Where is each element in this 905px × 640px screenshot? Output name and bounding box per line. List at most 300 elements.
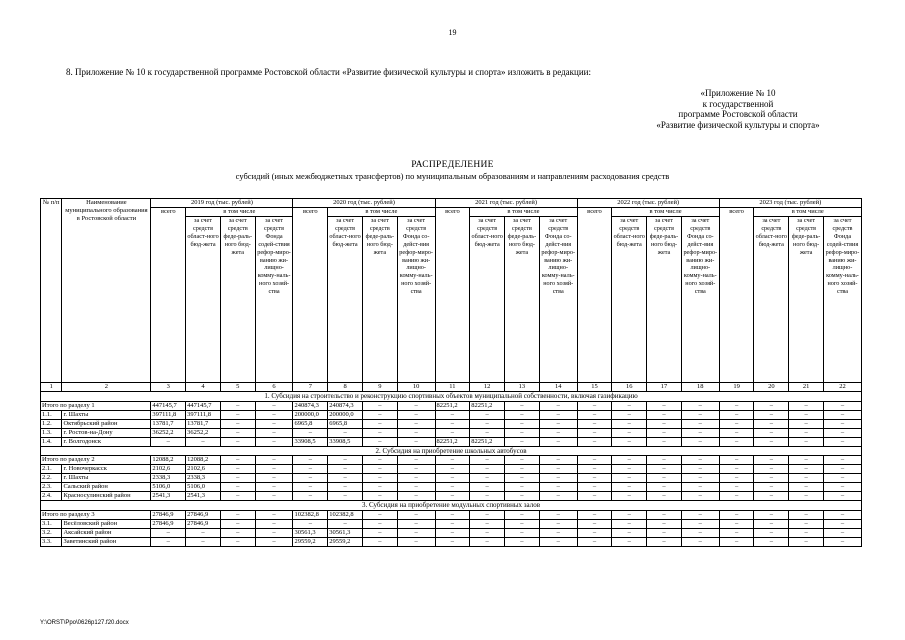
value-cell: – bbox=[789, 401, 824, 410]
table-row bbox=[41, 474, 862, 483]
value-cell: – bbox=[470, 474, 505, 483]
value-cell: – bbox=[577, 465, 612, 474]
row-name: г. Ростов-на-Дону bbox=[62, 428, 151, 437]
header-fund: за счет средств Фонда содей-ствия рефор-миро-ванию жи-лищно-комму-наль-ного хозяй-ства bbox=[823, 217, 861, 383]
value-cell: – bbox=[577, 437, 612, 446]
value-cell: – bbox=[577, 483, 612, 492]
value-cell: – bbox=[293, 483, 328, 492]
row-number: 2.4. bbox=[41, 492, 62, 501]
header-incl: в том числе bbox=[328, 208, 435, 217]
row-name: Итого по разделу 1 bbox=[41, 401, 151, 410]
section-title: 1. Субсидия на строительство и реконструкцию спортивных объектов муниципальной собственности, включая газификацию bbox=[41, 392, 862, 402]
value-cell: – bbox=[647, 437, 682, 446]
column-number: 6 bbox=[255, 383, 293, 392]
value-cell: 5106,0 bbox=[151, 483, 186, 492]
column-number: 21 bbox=[789, 383, 824, 392]
value-cell: – bbox=[754, 528, 789, 537]
value-cell: – bbox=[647, 419, 682, 428]
value-cell: 6965,8 bbox=[293, 419, 328, 428]
value-cell: – bbox=[754, 537, 789, 546]
value-cell: – bbox=[789, 465, 824, 474]
value-cell: – bbox=[397, 510, 435, 519]
value-cell: 27846,9 bbox=[151, 510, 186, 519]
value-cell: – bbox=[789, 437, 824, 446]
value-cell: – bbox=[220, 401, 255, 410]
value-cell: 27846,9 bbox=[186, 519, 221, 528]
value-cell: – bbox=[647, 456, 682, 465]
value-cell: 82251,2 bbox=[470, 437, 505, 446]
value-cell: – bbox=[505, 401, 540, 410]
document-title: РАСПРЕДЕЛЕНИЕ bbox=[411, 160, 494, 170]
value-cell: – bbox=[328, 492, 363, 501]
document-subtitle: субсидий (иных межбюджетных трансфертов) по муниципальным образованиям и направлениям расходования средств bbox=[235, 171, 670, 181]
column-number: 14 bbox=[539, 383, 577, 392]
value-cell: 82251,2 bbox=[435, 401, 470, 410]
column-number: 22 bbox=[823, 383, 861, 392]
value-cell: – bbox=[647, 528, 682, 537]
value-cell: – bbox=[151, 437, 186, 446]
value-cell: – bbox=[220, 456, 255, 465]
file-path-footer: Y:\ORST\Ppo\0626p127.f20.docx bbox=[40, 620, 129, 626]
header-regional: за счет средств област-ного бюд-жета bbox=[612, 217, 647, 383]
value-cell: – bbox=[255, 510, 293, 519]
value-cell: – bbox=[681, 492, 719, 501]
header-year-2021: 2021 год (тыс. рублей) bbox=[435, 199, 577, 208]
column-number: 18 bbox=[681, 383, 719, 392]
appendix-heading bbox=[638, 88, 838, 130]
value-cell: – bbox=[577, 519, 612, 528]
row-number: 1.1. bbox=[41, 410, 62, 419]
value-cell: – bbox=[293, 428, 328, 437]
header-federal: за счет средств феде-раль-ного бюд-жета bbox=[362, 217, 397, 383]
value-cell: 30561,3 bbox=[328, 528, 363, 537]
value-cell: 447145,7 bbox=[186, 401, 221, 410]
value-cell: – bbox=[255, 428, 293, 437]
column-number: 2 bbox=[62, 383, 151, 392]
value-cell: – bbox=[823, 456, 861, 465]
value-cell: 2541,3 bbox=[151, 492, 186, 501]
value-cell: – bbox=[505, 428, 540, 437]
value-cell: – bbox=[823, 401, 861, 410]
table-row bbox=[41, 428, 862, 437]
value-cell: – bbox=[754, 456, 789, 465]
value-cell: – bbox=[435, 419, 470, 428]
value-cell: – bbox=[470, 428, 505, 437]
column-number: 13 bbox=[505, 383, 540, 392]
value-cell: – bbox=[789, 419, 824, 428]
intro-paragraph: 8. Приложение № 10 к государственной программе Ростовской области «Развитие физической культуры и спорта» изложить в редакции: bbox=[66, 67, 591, 77]
value-cell: 30561,3 bbox=[293, 528, 328, 537]
header-federal: за счет средств феде-раль-ного бюд-жета bbox=[647, 217, 682, 383]
section-title: 2. Субсидия на приобретение школьных автобусов bbox=[41, 446, 862, 456]
value-cell: – bbox=[647, 537, 682, 546]
value-cell: – bbox=[362, 474, 397, 483]
value-cell: – bbox=[505, 437, 540, 446]
value-cell: – bbox=[823, 537, 861, 546]
value-cell: 447145,7 bbox=[151, 401, 186, 410]
value-cell: – bbox=[789, 528, 824, 537]
row-name: Сальский район bbox=[62, 483, 151, 492]
header-federal: за счет средств феде-раль-ного бюд-жета bbox=[505, 217, 540, 383]
value-cell: – bbox=[255, 419, 293, 428]
value-cell: – bbox=[681, 419, 719, 428]
value-cell: – bbox=[577, 419, 612, 428]
value-cell: – bbox=[754, 401, 789, 410]
value-cell: – bbox=[647, 492, 682, 501]
value-cell: – bbox=[505, 465, 540, 474]
value-cell: 33908,5 bbox=[293, 437, 328, 446]
distribution-table bbox=[40, 198, 862, 547]
value-cell: – bbox=[362, 401, 397, 410]
value-cell: – bbox=[612, 401, 647, 410]
value-cell: – bbox=[681, 465, 719, 474]
header-total: всего bbox=[435, 208, 470, 383]
value-cell: – bbox=[435, 492, 470, 501]
value-cell: – bbox=[719, 437, 754, 446]
value-cell: – bbox=[612, 437, 647, 446]
value-cell: – bbox=[435, 474, 470, 483]
value-cell: – bbox=[577, 428, 612, 437]
value-cell: – bbox=[754, 419, 789, 428]
column-number: 20 bbox=[754, 383, 789, 392]
value-cell: – bbox=[754, 510, 789, 519]
value-cell: – bbox=[612, 419, 647, 428]
value-cell: – bbox=[681, 483, 719, 492]
value-cell: 2338,3 bbox=[151, 474, 186, 483]
header-total: всего bbox=[719, 208, 754, 383]
header-row-years bbox=[41, 199, 862, 208]
column-number: 11 bbox=[435, 383, 470, 392]
value-cell: – bbox=[539, 510, 577, 519]
value-cell: – bbox=[719, 401, 754, 410]
value-cell: – bbox=[681, 401, 719, 410]
value-cell: – bbox=[328, 456, 363, 465]
appendix-line: к государственной bbox=[702, 98, 774, 109]
value-cell: – bbox=[789, 428, 824, 437]
value-cell: – bbox=[754, 492, 789, 501]
value-cell: – bbox=[647, 474, 682, 483]
value-cell: 2541,3 bbox=[186, 492, 221, 501]
value-cell: – bbox=[719, 483, 754, 492]
value-cell: – bbox=[397, 401, 435, 410]
header-regional: за счет средств област-ного бюд-жета bbox=[754, 217, 789, 383]
column-number: 7 bbox=[293, 383, 328, 392]
value-cell: 12088,2 bbox=[151, 456, 186, 465]
value-cell: – bbox=[505, 537, 540, 546]
header-fund: за счет средств Фонда со-дейст-вия рефор-миро-ванию жи-лищно-комму-наль-ного хозяй-ства bbox=[539, 217, 577, 383]
value-cell: – bbox=[612, 510, 647, 519]
row-name: Заветинский район bbox=[62, 537, 151, 546]
header-year-2020: 2020 год (тыс. рублей) bbox=[293, 199, 435, 208]
appendix-line: «Развитие физической культуры и спорта» bbox=[656, 119, 820, 130]
value-cell: – bbox=[328, 428, 363, 437]
value-cell: – bbox=[435, 528, 470, 537]
value-cell: – bbox=[719, 474, 754, 483]
table-row bbox=[41, 510, 862, 519]
value-cell: – bbox=[539, 456, 577, 465]
value-cell: – bbox=[397, 465, 435, 474]
value-cell: 13781,7 bbox=[186, 419, 221, 428]
column-number: 12 bbox=[470, 383, 505, 392]
value-cell: – bbox=[328, 519, 363, 528]
section-row bbox=[41, 392, 862, 402]
column-number-row bbox=[41, 383, 862, 392]
value-cell: – bbox=[789, 510, 824, 519]
value-cell: – bbox=[823, 410, 861, 419]
row-number: 2.3. bbox=[41, 483, 62, 492]
header-incl: в том числе bbox=[754, 208, 862, 217]
value-cell: – bbox=[681, 437, 719, 446]
column-number: 3 bbox=[151, 383, 186, 392]
value-cell: – bbox=[681, 537, 719, 546]
header-year-2022: 2022 год (тыс. рублей) bbox=[577, 199, 719, 208]
value-cell: – bbox=[470, 483, 505, 492]
value-cell: – bbox=[789, 474, 824, 483]
value-cell: – bbox=[470, 537, 505, 546]
value-cell: – bbox=[823, 437, 861, 446]
header-fund: за счет средств Фонда содей-ствия рефор-миро-ванию жи-лищно-комму-наль-ного хозяй-ства bbox=[255, 217, 293, 383]
value-cell: 200000,0 bbox=[293, 410, 328, 419]
value-cell: 102382,8 bbox=[328, 510, 363, 519]
table-row bbox=[41, 465, 862, 474]
header-year-2023: 2023 год (тыс. рублей) bbox=[719, 199, 861, 208]
column-number: 10 bbox=[397, 383, 435, 392]
value-cell: – bbox=[255, 437, 293, 446]
header-fund: за счет средств Фонда со-дейст-вия рефор-миро-ванию жи-лищно-комму-наль-ного хозяй-ства bbox=[397, 217, 435, 383]
value-cell: – bbox=[612, 492, 647, 501]
value-cell: 27846,9 bbox=[186, 510, 221, 519]
value-cell: – bbox=[328, 483, 363, 492]
value-cell: – bbox=[681, 474, 719, 483]
value-cell: – bbox=[719, 528, 754, 537]
row-name: г. Шахты bbox=[62, 474, 151, 483]
value-cell: – bbox=[539, 419, 577, 428]
value-cell: – bbox=[328, 474, 363, 483]
value-cell: – bbox=[186, 528, 221, 537]
appendix-line: «Приложение № 10 bbox=[700, 88, 776, 98]
value-cell: – bbox=[539, 465, 577, 474]
value-cell: – bbox=[255, 410, 293, 419]
value-cell: – bbox=[539, 528, 577, 537]
value-cell: – bbox=[220, 492, 255, 501]
row-name: Красносулинский район bbox=[62, 492, 151, 501]
value-cell: 29559,2 bbox=[293, 537, 328, 546]
value-cell: – bbox=[505, 492, 540, 501]
value-cell: – bbox=[539, 537, 577, 546]
section-title: 3. Субсидия на приобретение модульных спортивных залов bbox=[41, 501, 862, 511]
value-cell: – bbox=[362, 428, 397, 437]
value-cell: – bbox=[681, 410, 719, 419]
value-cell: – bbox=[612, 474, 647, 483]
column-number: 17 bbox=[647, 383, 682, 392]
value-cell: – bbox=[470, 410, 505, 419]
column-number: 15 bbox=[577, 383, 612, 392]
value-cell: – bbox=[470, 492, 505, 501]
value-cell: 13781,7 bbox=[151, 419, 186, 428]
value-cell: 102382,8 bbox=[293, 510, 328, 519]
value-cell: – bbox=[505, 410, 540, 419]
value-cell: – bbox=[823, 465, 861, 474]
table-row bbox=[41, 437, 862, 446]
value-cell: – bbox=[577, 410, 612, 419]
value-cell: – bbox=[470, 456, 505, 465]
value-cell: – bbox=[151, 537, 186, 546]
value-cell: – bbox=[505, 519, 540, 528]
value-cell: – bbox=[255, 474, 293, 483]
value-cell: 240874,3 bbox=[328, 401, 363, 410]
table-row bbox=[41, 537, 862, 546]
value-cell: – bbox=[470, 510, 505, 519]
value-cell: – bbox=[823, 510, 861, 519]
value-cell: – bbox=[754, 428, 789, 437]
value-cell: – bbox=[789, 483, 824, 492]
value-cell: – bbox=[220, 465, 255, 474]
value-cell: – bbox=[362, 519, 397, 528]
header-row-incl bbox=[41, 208, 862, 217]
value-cell: – bbox=[186, 537, 221, 546]
value-cell: – bbox=[612, 465, 647, 474]
value-cell: – bbox=[754, 437, 789, 446]
row-number: 2.2. bbox=[41, 474, 62, 483]
value-cell: – bbox=[577, 537, 612, 546]
value-cell: – bbox=[754, 519, 789, 528]
value-cell: – bbox=[505, 483, 540, 492]
header-name: Наименование муниципального образования в Ростовской области bbox=[62, 199, 151, 383]
value-cell: – bbox=[719, 428, 754, 437]
value-cell: 2102,6 bbox=[186, 465, 221, 474]
value-cell: – bbox=[539, 410, 577, 419]
value-cell: – bbox=[220, 437, 255, 446]
value-cell: – bbox=[255, 456, 293, 465]
value-cell: – bbox=[539, 519, 577, 528]
value-cell: 240874,3 bbox=[293, 401, 328, 410]
value-cell: – bbox=[577, 528, 612, 537]
value-cell: – bbox=[539, 483, 577, 492]
value-cell: – bbox=[681, 428, 719, 437]
value-cell: – bbox=[823, 428, 861, 437]
table-row bbox=[41, 401, 862, 410]
value-cell: – bbox=[397, 474, 435, 483]
value-cell: – bbox=[397, 537, 435, 546]
value-cell: – bbox=[577, 456, 612, 465]
value-cell: – bbox=[151, 528, 186, 537]
value-cell: – bbox=[539, 437, 577, 446]
row-name: г. Новочеркасск bbox=[62, 465, 151, 474]
value-cell: – bbox=[397, 410, 435, 419]
column-number: 5 bbox=[220, 383, 255, 392]
column-number: 19 bbox=[719, 383, 754, 392]
header-regional: за счет средств област-ного бюд-жета bbox=[328, 217, 363, 383]
header-fund: за счет средств Фонда со-дейст-вия рефор-миро-ванию жи-лищно-комму-наль-ного хозяй-ства bbox=[681, 217, 719, 383]
value-cell: – bbox=[612, 410, 647, 419]
value-cell: – bbox=[255, 519, 293, 528]
header-total: всего bbox=[293, 208, 328, 383]
value-cell: – bbox=[470, 419, 505, 428]
value-cell: – bbox=[220, 528, 255, 537]
value-cell: – bbox=[612, 537, 647, 546]
value-cell: 27846,9 bbox=[151, 519, 186, 528]
value-cell: – bbox=[293, 474, 328, 483]
value-cell: 200000,0 bbox=[328, 410, 363, 419]
value-cell: – bbox=[647, 510, 682, 519]
value-cell: – bbox=[789, 519, 824, 528]
value-cell: – bbox=[255, 465, 293, 474]
section-row bbox=[41, 501, 862, 511]
value-cell: – bbox=[435, 410, 470, 419]
value-cell: – bbox=[293, 456, 328, 465]
header-num: № п/п bbox=[41, 199, 62, 383]
column-number: 4 bbox=[186, 383, 221, 392]
value-cell: 397111,8 bbox=[151, 410, 186, 419]
value-cell: – bbox=[681, 510, 719, 519]
value-cell: – bbox=[220, 483, 255, 492]
value-cell: – bbox=[397, 483, 435, 492]
row-name: Итого по разделу 2 bbox=[41, 456, 151, 465]
value-cell: – bbox=[255, 528, 293, 537]
value-cell: – bbox=[719, 465, 754, 474]
header-incl: в том числе bbox=[612, 208, 719, 217]
value-cell: – bbox=[362, 456, 397, 465]
header-federal: за счет средств феде-раль-ного бюд-жета bbox=[220, 217, 255, 383]
value-cell: 33908,5 bbox=[328, 437, 363, 446]
header-total: всего bbox=[151, 208, 186, 383]
value-cell: – bbox=[719, 510, 754, 519]
value-cell: – bbox=[789, 456, 824, 465]
value-cell: – bbox=[754, 465, 789, 474]
value-cell: – bbox=[220, 519, 255, 528]
row-number: 1.2. bbox=[41, 419, 62, 428]
value-cell: – bbox=[754, 474, 789, 483]
value-cell: – bbox=[435, 428, 470, 437]
value-cell: – bbox=[681, 519, 719, 528]
row-name: г. Волгодонск bbox=[62, 437, 151, 446]
value-cell: 82251,2 bbox=[470, 401, 505, 410]
value-cell: – bbox=[362, 537, 397, 546]
row-number: 3.2. bbox=[41, 528, 62, 537]
table-row bbox=[41, 492, 862, 501]
value-cell: 82251,2 bbox=[435, 437, 470, 446]
value-cell: – bbox=[362, 437, 397, 446]
value-cell: – bbox=[397, 437, 435, 446]
value-cell: – bbox=[255, 537, 293, 546]
value-cell: – bbox=[293, 519, 328, 528]
value-cell: – bbox=[397, 419, 435, 428]
value-cell: 397111,8 bbox=[186, 410, 221, 419]
value-cell: – bbox=[505, 456, 540, 465]
value-cell: – bbox=[719, 410, 754, 419]
value-cell: – bbox=[719, 519, 754, 528]
value-cell: – bbox=[577, 474, 612, 483]
value-cell: – bbox=[577, 492, 612, 501]
value-cell: – bbox=[220, 419, 255, 428]
column-number: 16 bbox=[612, 383, 647, 392]
value-cell: – bbox=[505, 510, 540, 519]
header-incl: в том числе bbox=[186, 208, 293, 217]
header-regional: за счет средств област-ного бюд-жета bbox=[470, 217, 505, 383]
value-cell: – bbox=[362, 528, 397, 537]
value-cell: – bbox=[789, 537, 824, 546]
value-cell: – bbox=[539, 474, 577, 483]
section-row bbox=[41, 446, 862, 456]
value-cell: 5106,0 bbox=[186, 483, 221, 492]
value-cell: – bbox=[647, 428, 682, 437]
value-cell: – bbox=[577, 401, 612, 410]
row-number: 1.4. bbox=[41, 437, 62, 446]
value-cell: – bbox=[470, 465, 505, 474]
value-cell: – bbox=[823, 419, 861, 428]
value-cell: – bbox=[293, 492, 328, 501]
value-cell: – bbox=[435, 483, 470, 492]
